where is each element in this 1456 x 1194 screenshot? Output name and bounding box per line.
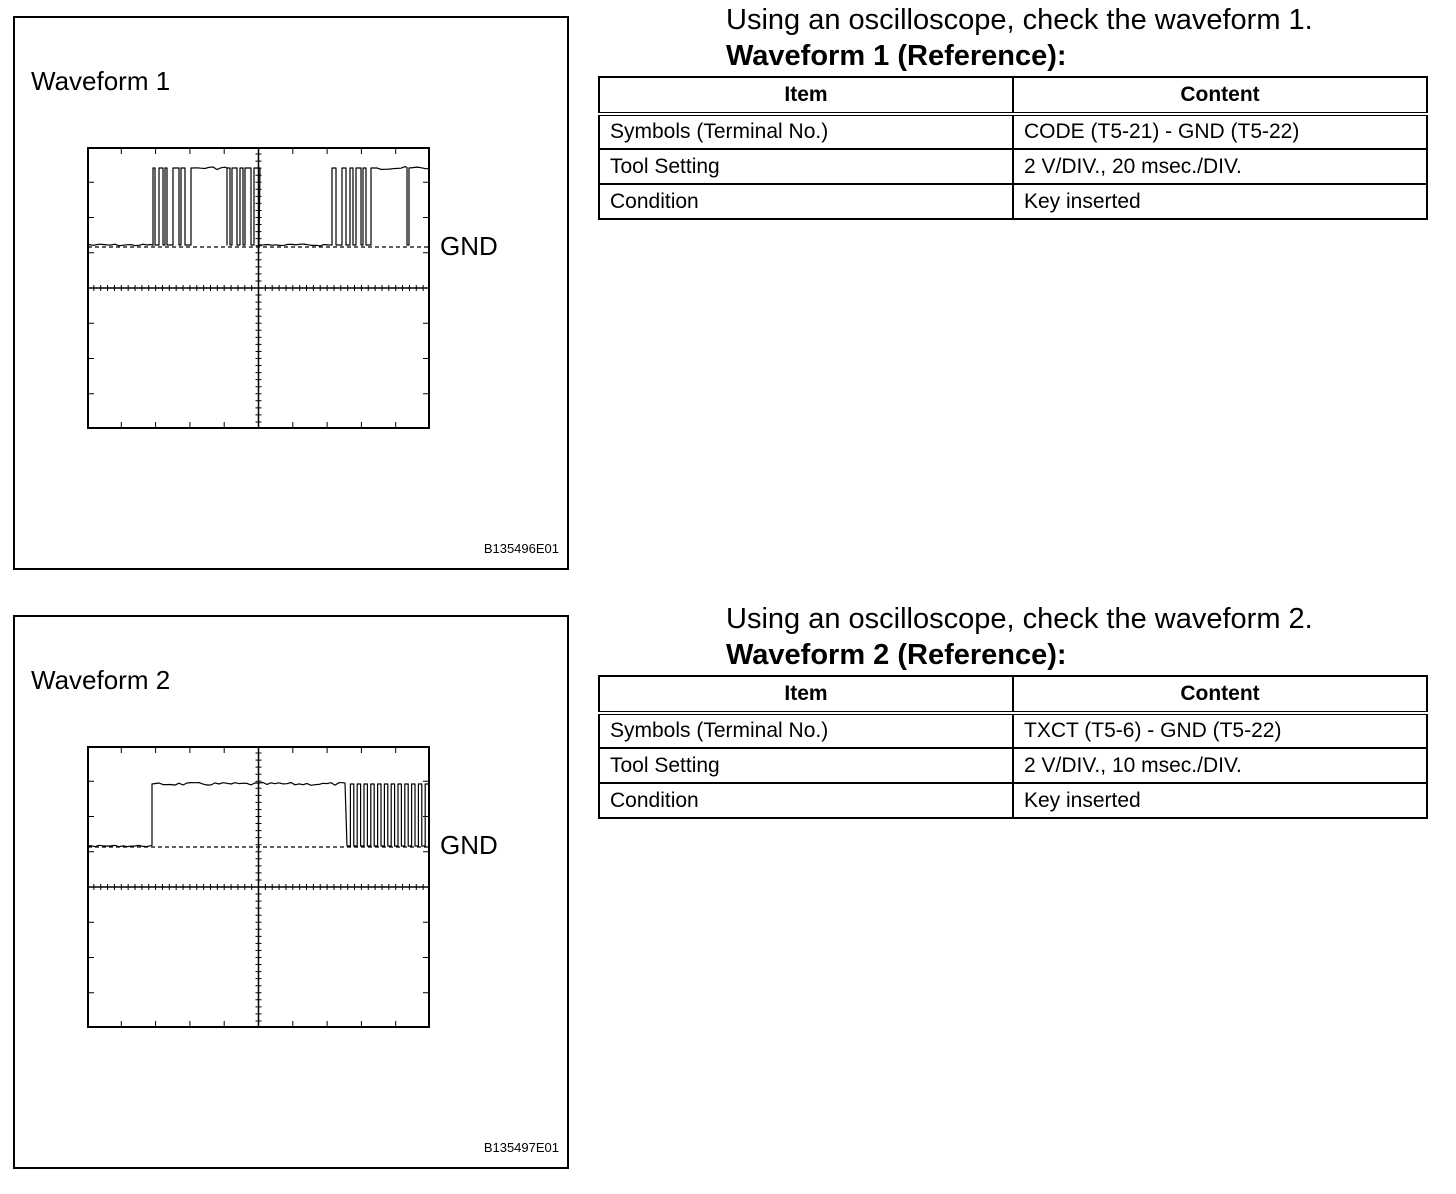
- waveform-2-instruction: Using an oscilloscope, check the waveform 2.: [726, 603, 1313, 635]
- table-header-row: [599, 676, 1427, 713]
- table-row: [599, 748, 1427, 783]
- table-row: [599, 184, 1427, 219]
- row-content-cell: Key inserted: [1013, 184, 1427, 219]
- row-item-cell: Tool Setting: [599, 149, 1013, 184]
- waveform-2-oscilloscope-screen: [87, 746, 430, 1028]
- waveform-2-label: Waveform 2: [31, 665, 171, 695]
- waveform-1-label: Waveform 1: [31, 66, 171, 96]
- waveform-2-figure-id: B135497E01: [483, 1140, 559, 1155]
- waveform-1-spec-table: [598, 76, 1428, 220]
- header-item: Item: [599, 676, 1013, 713]
- table-row: [599, 149, 1427, 184]
- row-item-cell: Condition: [599, 184, 1013, 219]
- waveform-2-figure: [13, 615, 569, 1169]
- row-content-cell: CODE (T5-21) - GND (T5-22): [1013, 114, 1427, 149]
- row-content-cell: TXCT (T5-6) - GND (T5-22): [1013, 713, 1427, 748]
- table-header-row: [599, 77, 1427, 114]
- header-item: Item: [599, 77, 1013, 114]
- waveform-2-subheading: Waveform 2 (Reference):: [726, 639, 1067, 671]
- waveform-1-figure: [13, 16, 569, 570]
- waveform-1-gnd-label: GND: [440, 231, 498, 261]
- row-item-cell: Symbols (Terminal No.): [599, 713, 1013, 748]
- row-item-cell: Condition: [599, 783, 1013, 818]
- header-content: Content: [1013, 676, 1427, 713]
- table-row: [599, 114, 1427, 149]
- waveform-1-figure-id: B135496E01: [483, 541, 559, 556]
- row-content-cell: Key inserted: [1013, 783, 1427, 818]
- row-content-cell: 2 V/DIV., 10 msec./DIV.: [1013, 748, 1427, 783]
- waveform-1-oscilloscope-screen: [87, 147, 430, 429]
- header-content: Content: [1013, 77, 1427, 114]
- waveform-1-instruction: Using an oscilloscope, check the waveform 1.: [726, 4, 1313, 36]
- waveform-1-subheading: Waveform 1 (Reference):: [726, 40, 1067, 72]
- row-item-cell: Symbols (Terminal No.): [599, 114, 1013, 149]
- table-row: [599, 783, 1427, 818]
- waveform-2-gnd-label: GND: [440, 830, 498, 860]
- table-row: [599, 713, 1427, 748]
- row-item-cell: Tool Setting: [599, 748, 1013, 783]
- waveform-2-spec-table: [598, 675, 1428, 819]
- row-content-cell: 2 V/DIV., 20 msec./DIV.: [1013, 149, 1427, 184]
